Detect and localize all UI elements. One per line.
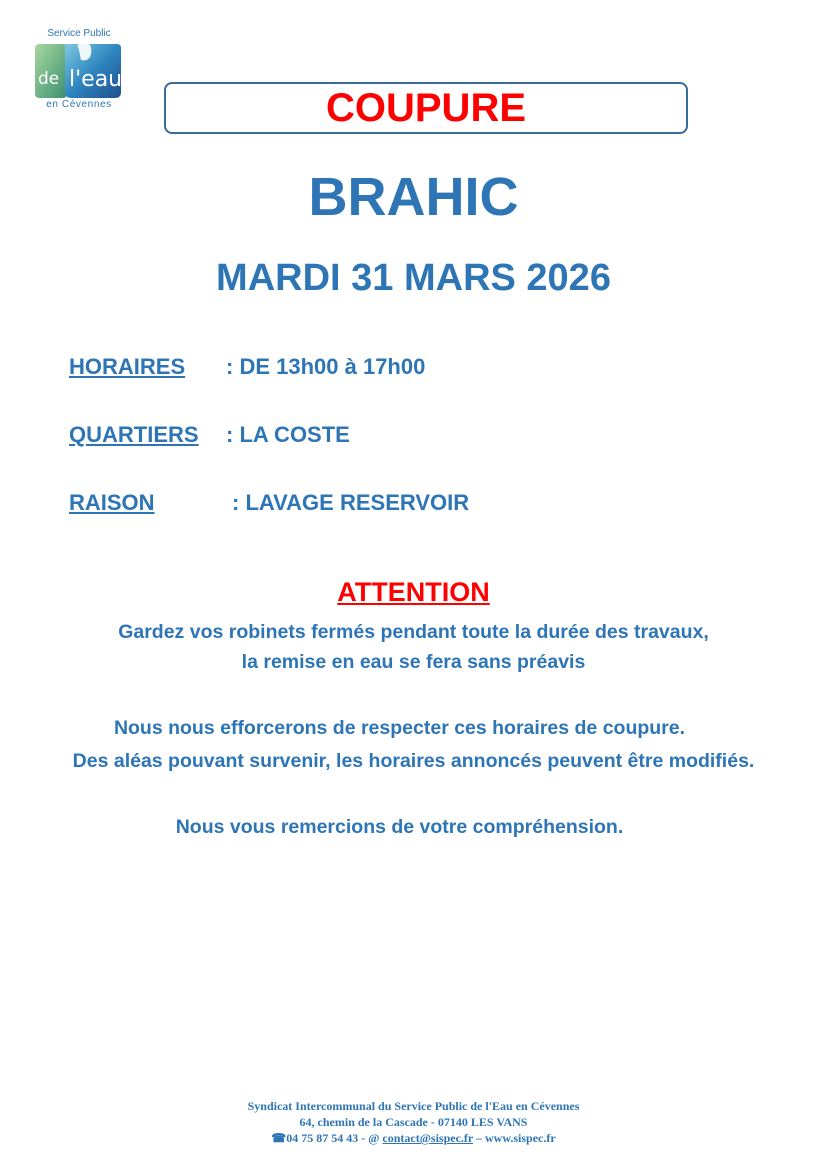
logo-bottom-text: en Cévennes xyxy=(46,99,112,110)
logo-de: de xyxy=(38,69,60,89)
footer-contact xyxy=(0,1131,827,1146)
water-drop-logo-icon xyxy=(35,40,123,100)
outage-date: MARDI 31 MARS 2026 xyxy=(216,257,611,299)
notice-title-box xyxy=(164,82,688,134)
detail-value: : DE 13h00 à 17h00 xyxy=(226,354,426,379)
footer-address: 64, chemin de la Cascade - 07140 LES VANS xyxy=(299,1115,528,1129)
message-line-1: Nous nous efforcerons de respecter ces horaires de coupure. xyxy=(113,717,686,739)
footer-web[interactable]: – www.sispec.fr xyxy=(473,1131,556,1145)
detail-value: : LA COSTE xyxy=(226,422,350,447)
attention-heading: ATTENTION xyxy=(337,577,490,607)
town-name: BRAHIC xyxy=(308,167,519,227)
footer-org: Syndicat Intercommunal du Service Public de l'Eau en Cévennes xyxy=(247,1099,580,1113)
detail-label: QUARTIERS xyxy=(69,422,199,447)
attention-line-2: la remise en eau se fera sans préavis xyxy=(241,651,586,673)
message-line-2: Des aléas pouvant survenir, les horaires annoncés peuvent être modifiés. xyxy=(72,750,755,772)
footer-email-link[interactable]: contact@sispec.fr xyxy=(382,1131,474,1145)
detail-value: : LAVAGE RESERVOIR xyxy=(232,490,470,515)
logo-top-text: Service Public xyxy=(47,28,111,39)
phone-icon: ☎ xyxy=(271,1131,287,1145)
message-line-3: Nous vous remercions de votre compréhension. xyxy=(175,816,624,838)
footer-phone: 04 75 87 54 43 - @ xyxy=(286,1131,383,1145)
detail-label: RAISON xyxy=(69,490,155,515)
logo-eau: l'eau xyxy=(69,67,123,92)
attention-line-1: Gardez vos robinets fermés pendant toute la durée des travaux, xyxy=(118,621,709,643)
notice-title: COUPURE xyxy=(325,86,527,130)
logo xyxy=(30,28,128,118)
detail-label: HORAIRES xyxy=(69,354,186,379)
